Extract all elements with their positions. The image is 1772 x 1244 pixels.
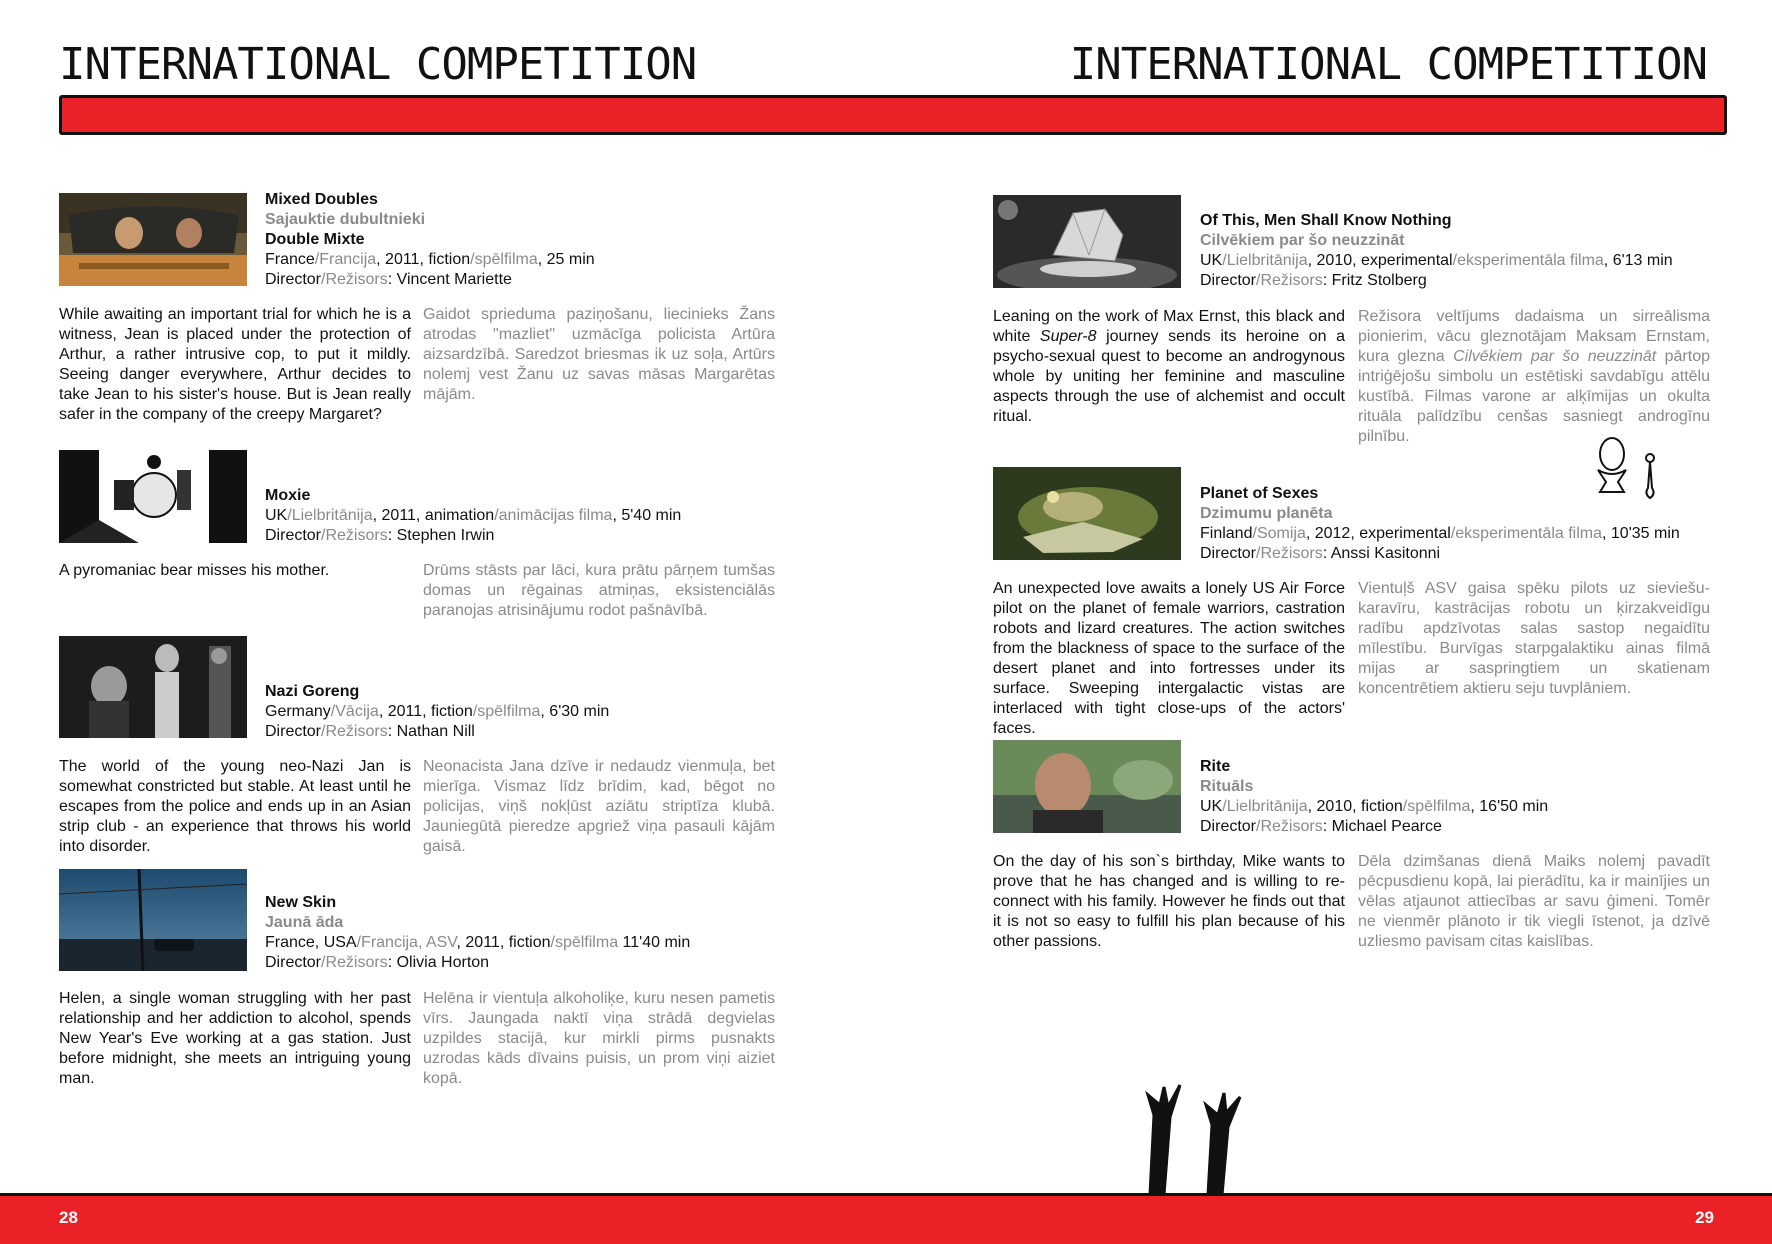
film-info-line: UK/Lielbritānija, 2011, animation/animācijas filma, 5'40 min xyxy=(265,507,682,524)
header-title-left: INTERNATIONAL COMPETITION xyxy=(59,39,697,90)
film-meta-mixed-doubles xyxy=(265,190,595,290)
page-number-left: 28 xyxy=(59,1208,78,1227)
film-director-line: Director/Režisors: Olivia Horton xyxy=(265,954,490,971)
film-still-new-skin xyxy=(59,869,247,971)
egg-cup-doodle-icon xyxy=(1590,432,1670,512)
film-director-line: Director/Režisors: Fritz Stolberg xyxy=(1200,272,1427,289)
film-info-line: Finland/Somija, 2012, experimental/eksperimentāla filma, 10'35 min xyxy=(1200,525,1680,542)
film-still-of-this-men xyxy=(993,195,1181,288)
film-director-line: Director/Režisors: Stephen Irwin xyxy=(265,527,495,544)
film-still-planet-of-sexes xyxy=(993,467,1181,560)
film-title-fr: Double Mixte xyxy=(265,231,365,248)
film-info-line: UK/Lielbritānija, 2010, experimental/eksperimentāla filma, 6'13 min xyxy=(1200,252,1673,269)
film-desc-lv: Drūms stāsts par lāci, kura prātu pārņem tumšas domas un rēgainas atmiņas, eksistenciālās paranojas atrisinājumu rodot pašnāvībā. xyxy=(423,562,775,619)
film-title: Moxie xyxy=(265,487,311,504)
film-title: Mixed Doubles xyxy=(265,191,378,208)
film-meta-of-this-men xyxy=(1200,211,1673,291)
man-portrait-photo xyxy=(993,740,1181,833)
film-desc-lv: Gaidot sprieduma paziņošanu, liecinieks Žans atrodas "mazliet" uzmācīga policista Artūra aizsardzībā. Saredzot briesmas ik uz soļa, Artūrs nolemj vest Žanu uz savas māsas Margarētas mājām. xyxy=(423,306,775,403)
strip-club-photo xyxy=(59,636,247,738)
film-title: New Skin xyxy=(265,894,337,911)
film-title: Rite xyxy=(1200,758,1231,775)
film-meta-moxie xyxy=(265,486,681,546)
film-info-line: France, USA/Francija, ASV, 2011, fiction/spēlfilma 11'40 min xyxy=(265,934,691,951)
night-road-photo xyxy=(59,869,247,971)
film-title-lv: Rituāls xyxy=(1200,778,1254,795)
film-still-moxie xyxy=(59,450,247,543)
film-desc-en: While awaiting an important trial for which he is a witness, Jean is placed under the protection of Arthur, a rather intrusive cop, to put it mildly. Seeing danger everywhere, Arthur decides to take Jean to his sister's house. But is Jean really safer in the company of the creepy Margaret? xyxy=(59,306,411,423)
sci-fi-still xyxy=(993,467,1181,560)
film-info-line: France/Francija, 2011, fiction/spēlfilma, 25 min xyxy=(265,251,595,268)
film-meta-nazi-goreng xyxy=(265,682,609,742)
film-info-line: Germany/Vācija, 2011, fiction/spēlfilma, 6'30 min xyxy=(265,703,610,720)
page-number-right: 29 xyxy=(1695,1208,1714,1227)
film-director-line: Director/Režisors: Vincent Mariette xyxy=(265,271,512,288)
dome-figure-photo xyxy=(993,195,1181,288)
film-meta-new-skin xyxy=(265,893,690,973)
film-desc-lv: Neonacista Jana dzīve ir nedaudz vienmuļa, bet mierīga. Vismaz līdz brīdim, kad, bēgot no policijas, viņš nokļūst aziātu striptīza klubā. Jauniegūtā pieredze apgriež viņa pasauli kājām gaisā. xyxy=(423,758,775,855)
film-title-lv: Cilvēkiem par šo neuzzināt xyxy=(1200,232,1405,249)
black-white-animation-still xyxy=(59,450,247,543)
film-title-lv: Jaunā āda xyxy=(265,914,344,931)
film-title: Nazi Goreng xyxy=(265,683,360,700)
film-still-rite xyxy=(993,740,1181,833)
film-desc-en: Leaning on the work of Max Ernst, this black and white Super-8 journey sends its heroine on a psycho-sexual quest to become an androgynous whole by uniting her feminine and masculine aspects through the use of alchemist and occult ritual. xyxy=(993,308,1345,425)
film-title-lv: Dzimumu planēta xyxy=(1200,505,1333,522)
film-desc-lv: Vientuļš ASV gaisa spēku pilots uz sieviešu-karavīru, kastrācijas robotu un ķirzakveidīgu radību apdzīvotas salas sastop negaidītu mīlestību. Burvīgas starpgalaktiku ainas filmā mijas ar saspringtiem un skatienam koncentrētiem aktieru seju tuvplāniem. xyxy=(1358,580,1710,697)
film-title: Planet of Sexes xyxy=(1200,485,1319,502)
film-director-line: Director/Režisors: Michael Pearce xyxy=(1200,818,1442,835)
film-still-mixed-doubles xyxy=(59,193,247,286)
film-desc-lv: Režisora veltījums dadaisma un sirreālisma pionierim, vācu gleznotājam Maksam Ernstam, kura glezna Cilvēkiem par šo neuzzināt pārtop intriģējošu simbolu un estētiski savdabīgu attēlu kustībā. Filmas varone ar alķīmijas un okulta rituāla palīdzību cenšas sasniegt androgīnu pilnību. xyxy=(1358,308,1710,445)
film-desc-en: An unexpected love awaits a lonely US Air Force pilot on the planet of female warriors, castration robots and lizard creatures. The action switches from the blackness of space to the surface of the desert planet and into fortresses under its surface. Sweeping intergalactic vistas are interlaced with tight close-ups of the actors' faces. xyxy=(993,580,1345,737)
film-desc-en: On the day of his son`s birthday, Mike wants to prove that he has changed and is willing to re-connect with his family. However he finds out that it is not so easy to fulfill his plan because of his other passions. xyxy=(993,853,1345,950)
header-title-right: INTERNATIONAL COMPETITION xyxy=(1069,39,1707,90)
creature-legs-doodle-icon xyxy=(1130,1075,1260,1200)
film-meta-rite xyxy=(1200,757,1548,837)
header-red-band xyxy=(59,95,1727,135)
film-director-line: Director/Režisors: Anssi Kasitonni xyxy=(1200,545,1441,562)
car-driver-photo xyxy=(59,193,247,286)
film-desc-en: The world of the young neo-Nazi Jan is somewhat constricted but stable. At least until he escapes from the police and ends up in an Asian strip club - an experience that throws his world into disorder. xyxy=(59,758,411,855)
film-desc-en: A pyromaniac bear misses his mother. xyxy=(59,562,330,579)
footer-red-band xyxy=(0,1193,1772,1244)
film-info-line: UK/Lielbritānija, 2010, fiction/spēlfilma, 16'50 min xyxy=(1200,798,1549,815)
film-desc-lv: Helēna ir vientuļa alkoholiķe, kuru nesen pametis vīrs. Jaungada naktī viņa strādā degvielas uzpildes stacijā, kur mirkli pirms pusnakts uzrodas kāds dīvains puisis, un prom viņi aiziet kopā. xyxy=(423,990,775,1087)
film-desc-lv: Dēla dzimšanas dienā Maiks nolemj pavadīt pēcpusdienu kopā, lai pierādītu, ka ir mainījies un vēlas atjaunot attiecības ar savu ģimeni. Tomēr ne vienmēr plānoto ir tik viegli īstenot, ja dzīvē uzliesmo pavisam citas kaislības. xyxy=(1358,853,1710,950)
film-still-nazi-goreng xyxy=(59,636,247,738)
film-director-line: Director/Režisors: Nathan Nill xyxy=(265,723,475,740)
film-desc-en: Helen, a single woman struggling with her past relationship and her addiction to alcohol, spends New Year's Eve working at a gas station. Just before midnight, she meets an intriguing young man. xyxy=(59,990,411,1087)
film-title-lv: Sajauktie dubultnieki xyxy=(265,211,426,228)
film-title: Of This, Men Shall Know Nothing xyxy=(1200,212,1452,229)
